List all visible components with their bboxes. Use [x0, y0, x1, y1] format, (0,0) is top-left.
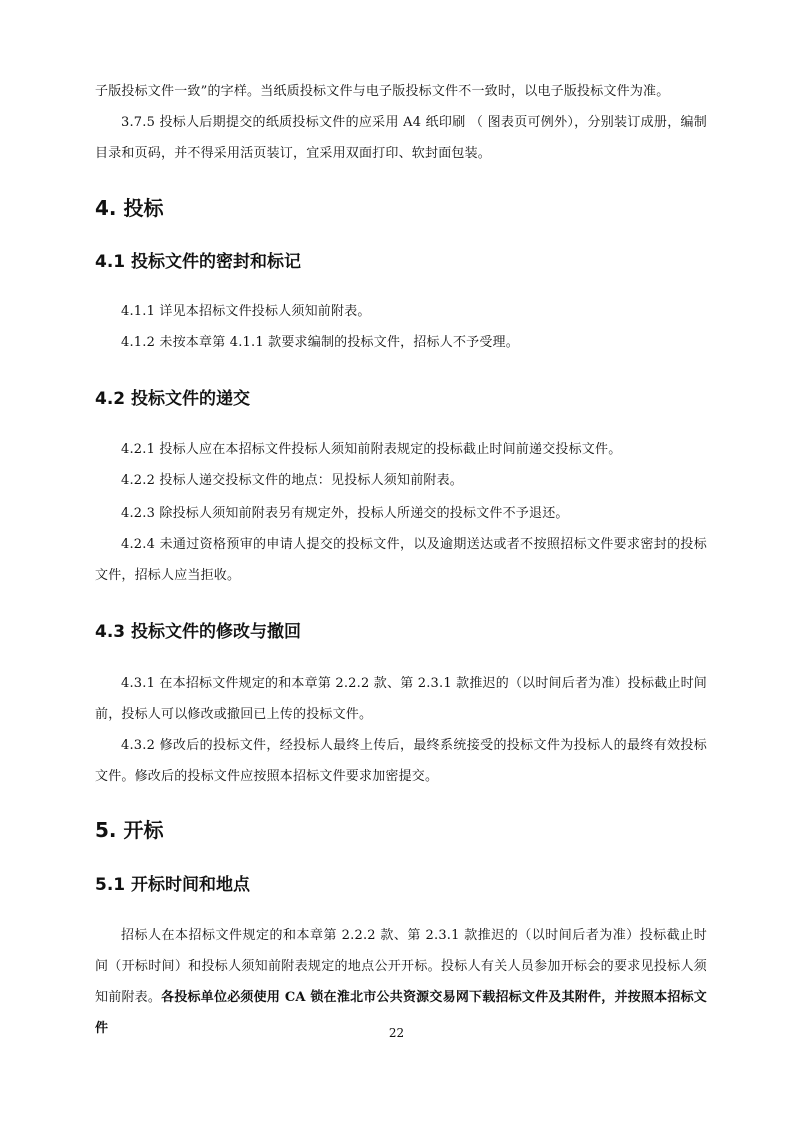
heading-4-1: 4.1 投标文件的密封和标记: [95, 252, 302, 272]
paragraph-4-2-2: 4.2.2 投标人递交投标文件的地点：见投标人须知前附表。: [121, 473, 464, 488]
paragraph-4-3-1: 4.3.1 在本招标文件规定的和本章第 2.2.2 款、第 2.3.1 款推迟的（以时间后者为准）投标截止时间前，投标人可以修改或撤回已上传的投标文件。: [95, 676, 707, 722]
paragraph-4-3-2: 4.3.2 修改后的投标文件，经投标人最终上传后，最终系统接受的投标文件为投标人的最终有效投标文件。修改后的投标文件应按照本招标文件要求加密提交。: [95, 738, 707, 784]
heading-section-5: 5. 开标: [95, 818, 164, 842]
paragraph-3-7-5: 3.7.5 投标人后期提交的纸质投标文件的应采用 A4 纸印刷 （ 图表页可例外），分别装订成册，编制目录和页码，并不得采用活页装订，宜采用双面打印、软封面包装。: [95, 115, 707, 161]
paragraph-4-1-2: 4.1.2 未按本章第 4.1.1 款要求编制的投标文件，招标人不予受理。: [121, 335, 519, 350]
paragraph-5-1-bold-text: 各投标单位必须使用 CA 锁在淮北市公共资源交易网下载招标文件及其附件，并按照本招标文件: [95, 990, 707, 1036]
paragraph-4-2-1: 4.2.1 投标人应在本招标文件投标人须知前附表规定的投标截止时间前递交投标文件。: [121, 442, 622, 457]
paragraph-4-2-4: 4.2.4 未通过资格预审的申请人提交的投标文件，以及逾期送达或者不按照招标文件要求密封的投标文件，招标人应当拒收。: [95, 537, 707, 583]
page-number: 22: [388, 1026, 405, 1040]
paragraph-intro: 子版投标文件一致”的字样。当纸质投标文件与电子版投标文件不一致时，以电子版投标文件为准。: [95, 84, 670, 99]
heading-4-3: 4.3 投标文件的修改与撤回: [95, 622, 302, 642]
heading-4-2: 4.2 投标文件的递交: [95, 389, 251, 409]
heading-section-4: 4. 投标: [95, 196, 164, 220]
paragraph-4-1-1: 4.1.1 详见本招标文件投标人须知前附表。: [121, 304, 371, 319]
heading-5-1: 5.1 开标时间和地点: [95, 875, 251, 895]
paragraph-4-2-3: 4.2.3 除投标人须知前附表另有规定外，投标人所递交的投标文件不予退还。: [121, 506, 569, 521]
paragraph-5-1-text: 招标人在本招标文件规定的和本章第 2.2.2 款、第 2.3.1 款推迟的（以时间后者为准）投标截止时间（开标时间）和投标人须知前附表规定的地点公开开标。投标人有关人员参加开标会的要求见投标人须知前附表。: [95, 928, 707, 1005]
